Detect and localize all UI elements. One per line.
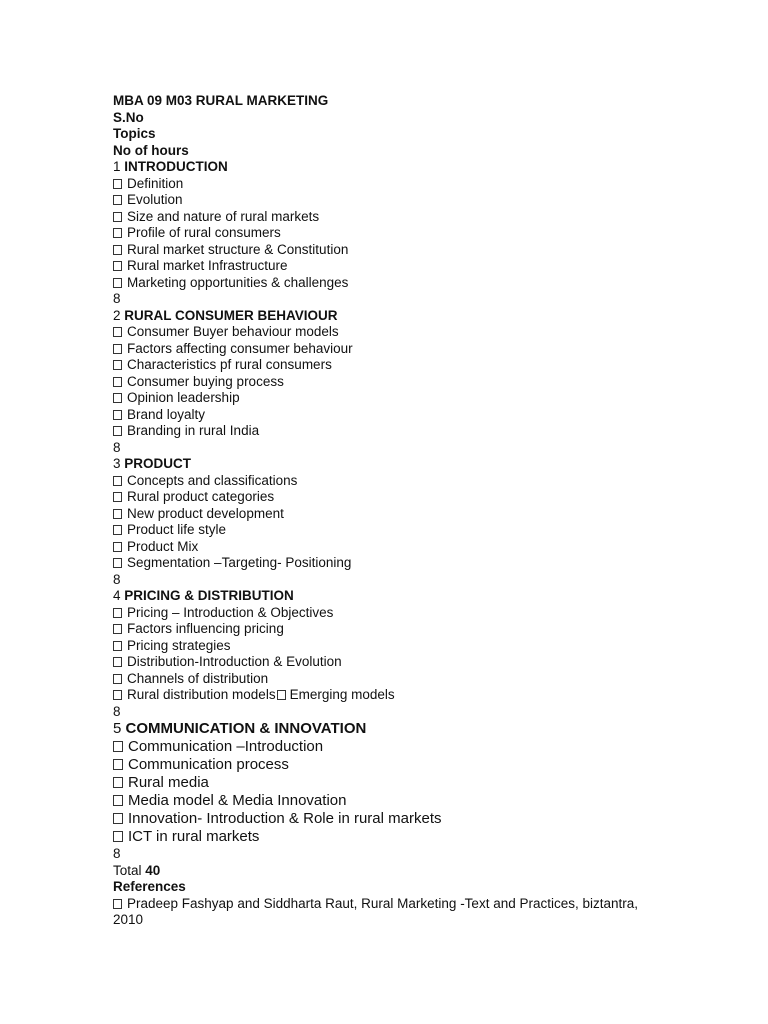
unit-hours: 8: [113, 846, 121, 861]
topic-item: Opinion leadership: [113, 390, 673, 407]
topic-item: Marketing opportunities & challenges: [113, 275, 673, 292]
topic-item: Distribution-Introduction & Evolution: [113, 654, 673, 671]
topic-item: Factors affecting consumer behaviour: [113, 341, 673, 358]
bullet-box-icon: [113, 525, 122, 535]
topic-item: Rural market Infrastructure: [113, 258, 673, 275]
unit-number: 1: [113, 159, 121, 174]
unit-heading: [113, 308, 673, 325]
topic-item: Product life style: [113, 522, 673, 539]
unit-number: 4: [113, 588, 121, 603]
topic-item: Branding in rural India: [113, 423, 673, 440]
unit-hours: 8: [113, 571, 121, 587]
topic-item: Consumer buying process: [113, 374, 673, 391]
total-row: [113, 863, 673, 880]
unit-hours: 8: [113, 439, 121, 455]
topic-item: Product Mix: [113, 539, 673, 556]
topic-item: Rural media: [113, 774, 673, 792]
bullet-box-icon: [113, 360, 122, 370]
unit-heading: [113, 456, 673, 473]
bullet-box-icon: [113, 476, 122, 486]
bullet-box-icon: [113, 344, 122, 354]
unit-hours: 8: [113, 703, 121, 719]
bullet-box-icon: [113, 657, 122, 667]
unit-title: INTRODUCTION: [124, 159, 228, 174]
bullet-box-icon: [113, 261, 122, 271]
topic-item: Rural product categories: [113, 489, 673, 506]
bullet-box-icon: [113, 777, 123, 788]
bullet-box-icon: [113, 509, 122, 519]
bullet-box-icon: [113, 624, 122, 634]
syllabus-document: [113, 93, 673, 929]
bullet-box-icon: [113, 759, 123, 770]
bullet-box-icon: [113, 410, 122, 420]
unit-5: [113, 720, 673, 846]
topic-item: ICT in rural markets: [113, 828, 673, 846]
topic-item: Pricing strategies: [113, 638, 673, 655]
topic-item: Channels of distribution: [113, 671, 673, 688]
bullet-box-icon: [113, 278, 122, 288]
unit-title: PRICING & DISTRIBUTION: [124, 588, 294, 603]
topic-item: Concepts and classifications: [113, 473, 673, 490]
topic-item: Rural distribution models Emerging models: [113, 687, 673, 704]
unit-heading: [113, 720, 673, 738]
bullet-box-icon: [113, 377, 122, 387]
total-value: 40: [145, 862, 161, 878]
topic-item: Factors influencing pricing: [113, 621, 673, 638]
bullet-box-icon: [113, 813, 123, 824]
bullet-box-icon: [113, 899, 122, 909]
unit-2: [113, 308, 673, 457]
unit-title: PRODUCT: [124, 456, 192, 471]
unit-number: 2: [113, 307, 121, 323]
bullet-box-icon: [113, 393, 122, 403]
unit-heading: [113, 159, 673, 176]
reference-item: Pradeep Fashyap and Siddharta Raut, Rural Marketing -Text and Practices, biztantra, 2010: [113, 895, 639, 927]
unit-4: [113, 588, 673, 720]
bullet-box-icon: [113, 831, 123, 842]
topic-item: New product development: [113, 506, 673, 523]
topic-item: Segmentation –Targeting- Positioning: [113, 555, 673, 572]
unit-1: [113, 159, 673, 308]
bullet-box-icon: [113, 228, 122, 238]
course-title: MBA 09 M03 RURAL MARKETING: [113, 93, 329, 108]
bullet-box-icon: [113, 426, 122, 436]
bullet-box-icon: [277, 690, 286, 700]
topic-item: Communication process: [113, 756, 673, 774]
total-label: Total: [113, 862, 142, 878]
bullet-box-icon: [113, 674, 122, 684]
bullet-box-icon: [113, 741, 123, 752]
bullet-box-icon: [113, 179, 122, 189]
topic-item: Pricing – Introduction & Objectives: [113, 605, 673, 622]
bullet-box-icon: [113, 641, 122, 651]
unit-title: RURAL CONSUMER BEHAVIOUR: [124, 307, 338, 323]
bullet-box-icon: [113, 558, 122, 568]
bullet-box-icon: [113, 542, 122, 552]
unit-title: COMMUNICATION & INNOVATION: [125, 720, 367, 737]
bullet-box-icon: [113, 608, 122, 618]
references-heading: References: [113, 879, 186, 894]
topic-item: Brand loyalty: [113, 407, 673, 424]
topic-item: Communication –Introduction: [113, 738, 673, 756]
unit-heading: [113, 588, 673, 605]
topic-item: Consumer Buyer behaviour models: [113, 324, 673, 341]
topic-item: Rural market structure & Constitution: [113, 242, 673, 259]
bullet-box-icon: [113, 795, 123, 806]
topic-item: Media model & Media Innovation: [113, 792, 673, 810]
topic-item: Characteristics pf rural consumers: [113, 357, 673, 374]
bullet-box-icon: [113, 245, 122, 255]
topic-item: Evolution: [113, 192, 673, 209]
sno-label: S.No: [113, 109, 144, 125]
bullet-box-icon: [113, 492, 122, 502]
topic-item: Size and nature of rural markets: [113, 209, 673, 226]
bullet-box-icon: [113, 690, 122, 700]
topics-label: Topics: [113, 126, 156, 141]
unit-number: 5: [113, 720, 122, 737]
topic-item: Profile of rural consumers: [113, 225, 673, 242]
unit-3: [113, 456, 673, 588]
bullet-box-icon: [113, 327, 122, 337]
topic-item: Innovation- Introduction & Role in rural markets: [113, 810, 673, 828]
hours-label: No of hours: [113, 142, 189, 158]
bullet-box-icon: [113, 195, 122, 205]
unit-number: 3: [113, 456, 121, 471]
topic-item: Definition: [113, 176, 673, 193]
unit-hours: 8: [113, 291, 121, 306]
bullet-box-icon: [113, 212, 122, 222]
